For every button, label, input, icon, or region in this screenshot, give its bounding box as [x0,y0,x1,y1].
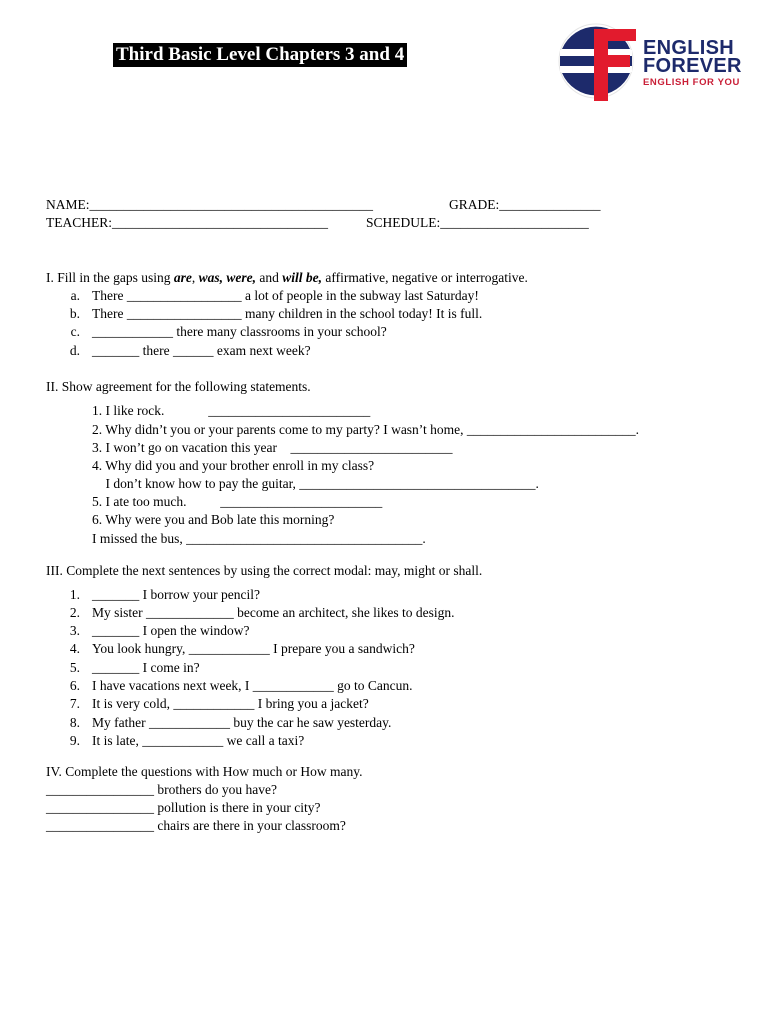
item-label: 2. [69,605,80,620]
section1-heading [46,270,528,286]
heading-text: affirmative, negative or interrogative. [322,270,528,285]
schedule-field: SCHEDULE:______________________ [366,215,589,230]
logo-text-forever: FOREVER [643,55,742,77]
list-item: 4. Why did you and your brother enroll in my class? [92,458,375,473]
item-label: 8. [69,715,80,730]
item-label: 6. [69,678,80,693]
heading-sep: , [191,270,199,285]
item-label: a. [70,288,80,303]
list-item: 3. I won’t go on vacation this year ________________________ [92,440,453,455]
item-text: It is very cold, ____________ I bring you a jacket? [92,696,369,711]
item-label: c. [70,324,80,339]
item-text: My sister _____________ become an architect, she likes to design. [92,605,455,620]
item-label: 7. [69,696,80,711]
section4-heading: IV. Complete the questions with How much or How many. [46,764,363,779]
worksheet-title: Third Basic Level Chapters 3 and 4 [113,43,407,67]
item-text: _______ I come in? [92,660,200,675]
keyword-are: are [173,270,192,285]
item-label: 5. [69,660,80,675]
section3-heading: III. Complete the next sentences by using the correct modal: may, might or shall. [46,563,483,578]
grade-field: GRADE:_______________ [449,197,601,212]
item-label: 3. [69,623,80,638]
item-text: ____________ there many classrooms in your school? [92,324,387,339]
item-label: 9. [69,733,80,748]
logo-text-english: ENGLISH [643,37,734,59]
item-label: 1. [69,587,80,602]
item-text: _______ I borrow your pencil? [92,587,260,602]
item-text: You look hungry, ____________ I prepare you a sandwich? [92,641,415,656]
item-text: There _________________ many children in the school today! It is full. [92,306,483,321]
list-item: 2. Why didn’t you or your parents come to my party? I wasn’t home, _________________________. [92,422,640,437]
item-label: b. [69,306,80,321]
item-text: _______ there ______ exam next week? [92,343,311,358]
heading-text: I. Fill in the gaps using [46,270,174,285]
list-item: 5. I ate too much. ________________________ [92,494,383,509]
logo-emblem-icon [552,19,652,103]
list-item: 1. I like rock. ________________________ [92,403,371,418]
item-label: 4. [69,641,80,656]
list-item: 6. Why were you and Bob late this morning? [92,512,335,527]
list-item: I missed the bus, ___________________________________. [92,531,426,546]
list-item: I don’t know how to pay the guitar, ___________________________________. [92,476,539,491]
item-text: I have vacations next week, I ____________ go to Cancun. [92,678,413,693]
list-item: ________________ brothers do you have? [46,782,277,797]
name-field: NAME:__________________________________________ [46,197,373,212]
list-item: ________________ chairs are there in your classroom? [46,818,346,833]
item-text: My father ____________ buy the car he saw yesterday. [92,715,392,730]
keyword-was-were: was, were, [198,270,256,285]
heading-sep: and [256,270,283,285]
item-text: It is late, ____________ we call a taxi? [92,733,305,748]
logo-tagline: ENGLISH FOR YOU [643,77,740,88]
section2-heading: II. Show agreement for the following statements. [46,379,311,394]
keyword-will-be: will be, [282,270,322,285]
list-item: ________________ pollution is there in your city? [46,800,321,815]
item-text: There _________________ a lot of people in the subway last Saturday! [92,288,479,303]
item-label: d. [69,343,80,358]
teacher-field: TEACHER:________________________________ [46,215,328,230]
item-text: _______ I open the window? [92,623,250,638]
